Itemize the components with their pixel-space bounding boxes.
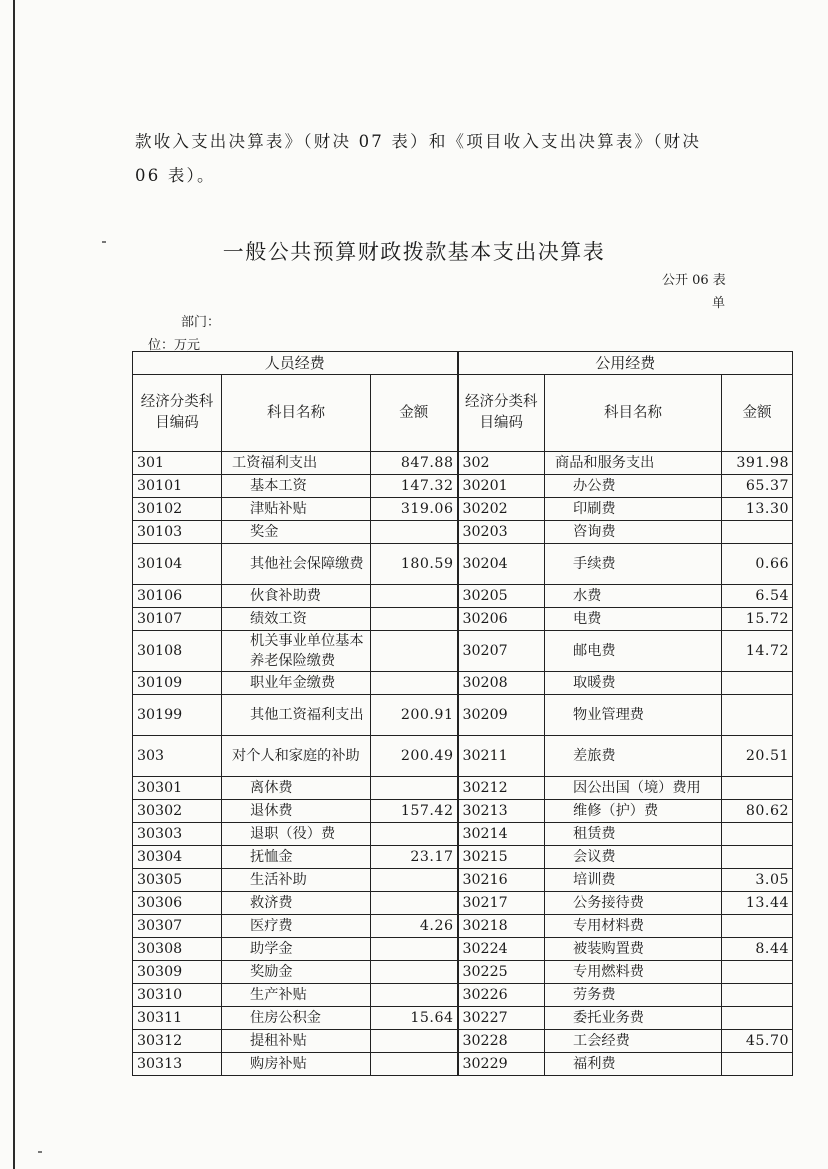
amount-cell: 180.59	[371, 544, 458, 585]
scan-edge-line	[13, 0, 15, 1169]
subject-name-cell: 差旅费	[545, 736, 722, 777]
subject-name-cell: 工会经费	[545, 1030, 722, 1053]
table-body	[133, 452, 793, 1076]
subject-name-cell: 福利费	[545, 1053, 722, 1076]
unit-prefix: 单	[712, 296, 726, 311]
table-row	[133, 1030, 793, 1053]
group-header-public: 公用经费	[458, 352, 793, 375]
table-row	[133, 475, 793, 498]
subject-name-cell: 被装购置费	[545, 938, 722, 961]
economic-code-cell: 30301	[133, 777, 222, 800]
amount-cell: 23.17	[371, 846, 458, 869]
col-header-name: 科目名称	[222, 375, 371, 452]
subject-name-cell: 生产补贴	[222, 984, 371, 1007]
amount-cell: 0.66	[722, 544, 793, 585]
economic-code-cell: 30303	[133, 823, 222, 846]
table-row	[133, 736, 793, 777]
table-row	[133, 695, 793, 736]
economic-code-cell: 30305	[133, 869, 222, 892]
amount-cell: 200.91	[371, 695, 458, 736]
subject-name-cell: 对个人和家庭的补助	[222, 736, 371, 777]
amount-cell: 14.72	[722, 631, 793, 672]
amount-cell	[371, 984, 458, 1007]
amount-cell	[371, 672, 458, 695]
subject-name-cell: 租赁费	[545, 823, 722, 846]
amount-cell	[722, 672, 793, 695]
economic-code-cell: 30205	[458, 585, 545, 608]
economic-code-cell: 30107	[133, 608, 222, 631]
table-row	[133, 672, 793, 695]
economic-code-cell: 30215	[458, 846, 545, 869]
amount-cell: 15.64	[371, 1007, 458, 1030]
table-row	[133, 608, 793, 631]
amount-cell: 3.05	[722, 869, 793, 892]
table-row	[133, 1053, 793, 1076]
amount-cell: 20.51	[722, 736, 793, 777]
subject-name-cell: 职业年金缴费	[222, 672, 371, 695]
table-row	[133, 846, 793, 869]
subject-name-cell: 其他工资福利支出	[222, 695, 371, 736]
subject-name-cell: 退职（役）费	[222, 823, 371, 846]
subject-name-cell: 救济费	[222, 892, 371, 915]
amount-cell: 157.42	[371, 800, 458, 823]
amount-cell	[371, 777, 458, 800]
amount-cell	[371, 823, 458, 846]
amount-cell	[722, 777, 793, 800]
amount-cell	[722, 984, 793, 1007]
intro-line-2: 06 表）。	[135, 166, 216, 185]
table-row	[133, 892, 793, 915]
subject-name-cell: 奖励金	[222, 961, 371, 984]
table-row	[133, 823, 793, 846]
amount-cell	[371, 521, 458, 544]
subject-name-cell: 基本工资	[222, 475, 371, 498]
amount-cell	[722, 695, 793, 736]
economic-code-cell: 30109	[133, 672, 222, 695]
subject-name-cell: 培训费	[545, 869, 722, 892]
economic-code-cell: 30204	[458, 544, 545, 585]
economic-code-cell: 30302	[133, 800, 222, 823]
economic-code-cell: 30203	[458, 521, 545, 544]
economic-code-cell: 30207	[458, 631, 545, 672]
col-header-name: 科目名称	[545, 375, 722, 452]
economic-code-cell: 30312	[133, 1030, 222, 1053]
subject-name-cell: 商品和服务支出	[545, 452, 722, 475]
economic-code-cell: 30308	[133, 938, 222, 961]
subject-name-cell: 因公出国（境）费用	[545, 777, 722, 800]
economic-code-cell: 30226	[458, 984, 545, 1007]
economic-code-cell: 30212	[458, 777, 545, 800]
amount-cell	[722, 1053, 793, 1076]
amount-cell: 319.06	[371, 498, 458, 521]
page-title: 一般公共预算财政拨款基本支出决算表	[222, 240, 606, 264]
economic-code-cell: 30206	[458, 608, 545, 631]
subject-name-cell: 其他社会保障缴费	[222, 544, 371, 585]
amount-cell: 15.72	[722, 608, 793, 631]
table-row	[133, 452, 793, 475]
amount-cell	[722, 961, 793, 984]
economic-code-cell: 30199	[133, 695, 222, 736]
col-header-amount: 金额	[371, 375, 458, 452]
table-row	[133, 777, 793, 800]
economic-code-cell: 301	[133, 452, 222, 475]
subject-name-cell: 委托业务费	[545, 1007, 722, 1030]
economic-code-cell: 30202	[458, 498, 545, 521]
economic-code-cell: 30201	[458, 475, 545, 498]
subject-name-cell: 邮电费	[545, 631, 722, 672]
economic-code-cell: 30209	[458, 695, 545, 736]
table-row	[133, 585, 793, 608]
amount-cell	[371, 608, 458, 631]
scan-speck	[38, 1151, 42, 1153]
amount-cell	[371, 631, 458, 672]
table-row	[133, 498, 793, 521]
subject-name-cell: 医疗费	[222, 915, 371, 938]
table-row	[133, 631, 793, 672]
subject-name-cell: 抚恤金	[222, 846, 371, 869]
amount-cell	[371, 892, 458, 915]
economic-code-cell: 30313	[133, 1053, 222, 1076]
economic-code-cell: 30228	[458, 1030, 545, 1053]
subject-name-cell: 手续费	[545, 544, 722, 585]
intro-line-1: 款收入支出决算表》（财决 07 表）和《项目收入支出决算表》（财决	[135, 132, 702, 151]
col-header-code: 经济分类科目编码	[458, 375, 545, 452]
subject-name-cell: 机关事业单位基本养老保险缴费	[222, 631, 371, 672]
amount-cell	[371, 869, 458, 892]
department-label: 部门：	[181, 315, 221, 330]
economic-code-cell: 30103	[133, 521, 222, 544]
amount-cell: 65.37	[722, 475, 793, 498]
economic-code-cell: 30217	[458, 892, 545, 915]
economic-code-cell: 30311	[133, 1007, 222, 1030]
economic-code-cell: 30307	[133, 915, 222, 938]
amount-cell	[722, 521, 793, 544]
amount-cell: 6.54	[722, 585, 793, 608]
amount-cell	[722, 915, 793, 938]
economic-code-cell: 30104	[133, 544, 222, 585]
subject-name-cell: 工资福利支出	[222, 452, 371, 475]
economic-code-cell: 30216	[458, 869, 545, 892]
table-row	[133, 869, 793, 892]
table-row	[133, 800, 793, 823]
table-row	[133, 544, 793, 585]
amount-cell: 391.98	[722, 452, 793, 475]
economic-code-cell: 30225	[458, 961, 545, 984]
subject-name-cell: 咨询费	[545, 521, 722, 544]
col-header-amount: 金额	[722, 375, 793, 452]
economic-code-cell: 30208	[458, 672, 545, 695]
table-number: 公开 06 表	[662, 273, 726, 288]
economic-code-cell: 30229	[458, 1053, 545, 1076]
subject-name-cell: 办公费	[545, 475, 722, 498]
amount-cell: 4.26	[371, 915, 458, 938]
subject-name-cell: 生活补助	[222, 869, 371, 892]
subject-name-cell: 退休费	[222, 800, 371, 823]
economic-code-cell: 30213	[458, 800, 545, 823]
economic-code-cell: 30227	[458, 1007, 545, 1030]
table-row	[133, 521, 793, 544]
subject-name-cell: 维修（护）费	[545, 800, 722, 823]
economic-code-cell: 30102	[133, 498, 222, 521]
economic-code-cell: 30214	[458, 823, 545, 846]
table-row	[133, 984, 793, 1007]
subject-name-cell: 物业管理费	[545, 695, 722, 736]
subject-name-cell: 劳务费	[545, 984, 722, 1007]
economic-code-cell: 30306	[133, 892, 222, 915]
table-row	[133, 915, 793, 938]
subject-name-cell: 绩效工资	[222, 608, 371, 631]
amount-cell	[371, 585, 458, 608]
subject-name-cell: 水费	[545, 585, 722, 608]
amount-cell	[371, 1053, 458, 1076]
economic-code-cell: 30108	[133, 631, 222, 672]
subject-name-cell: 取暖费	[545, 672, 722, 695]
subject-name-cell: 奖金	[222, 521, 371, 544]
economic-code-cell: 30106	[133, 585, 222, 608]
subject-name-cell: 津贴补贴	[222, 498, 371, 521]
amount-cell	[371, 938, 458, 961]
table-row	[133, 1007, 793, 1030]
subject-name-cell: 离休费	[222, 777, 371, 800]
table-row	[133, 961, 793, 984]
amount-cell: 847.88	[371, 452, 458, 475]
group-header-personnel: 人员经费	[133, 352, 458, 375]
economic-code-cell: 30218	[458, 915, 545, 938]
subject-name-cell: 会议费	[545, 846, 722, 869]
amount-cell	[371, 1030, 458, 1053]
economic-code-cell: 30310	[133, 984, 222, 1007]
subject-name-cell: 专用材料费	[545, 915, 722, 938]
subject-name-cell: 伙食补助费	[222, 585, 371, 608]
amount-cell: 200.49	[371, 736, 458, 777]
economic-code-cell: 302	[458, 452, 545, 475]
subject-name-cell: 购房补贴	[222, 1053, 371, 1076]
economic-code-cell: 30304	[133, 846, 222, 869]
subject-name-cell: 印刷费	[545, 498, 722, 521]
amount-cell	[722, 823, 793, 846]
amount-cell	[371, 961, 458, 984]
amount-cell: 45.70	[722, 1030, 793, 1053]
subject-name-cell: 公务接待费	[545, 892, 722, 915]
amount-cell: 80.62	[722, 800, 793, 823]
table-row	[133, 938, 793, 961]
amount-cell	[722, 1007, 793, 1030]
economic-code-cell: 30224	[458, 938, 545, 961]
subject-name-cell: 专用燃料费	[545, 961, 722, 984]
amount-cell	[722, 846, 793, 869]
amount-cell: 13.30	[722, 498, 793, 521]
col-header-code: 经济分类科目编码	[133, 375, 222, 452]
subject-name-cell: 电费	[545, 608, 722, 631]
subject-name-cell: 住房公积金	[222, 1007, 371, 1030]
economic-code-cell: 30309	[133, 961, 222, 984]
amount-cell: 8.44	[722, 938, 793, 961]
economic-code-cell: 30101	[133, 475, 222, 498]
amount-cell: 147.32	[371, 475, 458, 498]
unit-label: 位：万元	[148, 338, 201, 353]
amount-cell: 13.44	[722, 892, 793, 915]
economic-code-cell: 30211	[458, 736, 545, 777]
subject-name-cell: 助学金	[222, 938, 371, 961]
economic-code-cell: 303	[133, 736, 222, 777]
subject-name-cell: 提租补贴	[222, 1030, 371, 1053]
expenditure-table	[132, 351, 793, 1076]
